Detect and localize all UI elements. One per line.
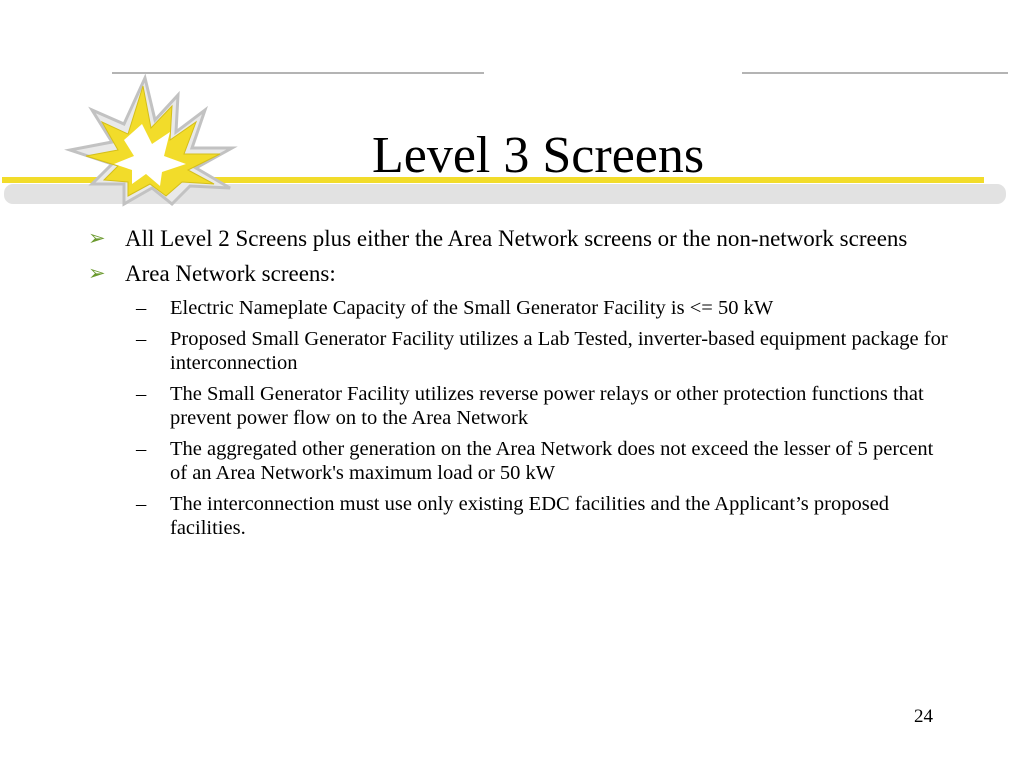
sub-bullet-item	[136, 327, 948, 375]
sub-bullet-text: The interconnection must use only existing EDC facilities and the Applicant’s proposed facilities.	[170, 493, 890, 539]
bullet-text: All Level 2 Screens plus either the Area Network screens or the non-network screens	[125, 226, 908, 251]
page-number: 24	[914, 706, 933, 727]
sub-bullet-text: Electric Nameplate Capacity of the Small Generator Facility is <= 50 kW	[170, 297, 774, 319]
bullet-item	[88, 261, 948, 286]
arrowhead-bullet-icon: ➢	[88, 261, 106, 285]
top-rule-right	[742, 72, 1008, 74]
sub-bullet-item	[136, 437, 948, 485]
sub-bullet-text: Proposed Small Generator Facility utilizes a Lab Tested, inverter-based equipment package for interconnection	[170, 328, 948, 374]
arrowhead-bullet-icon: ➢	[88, 226, 106, 250]
sub-bullet-list	[136, 296, 948, 540]
sub-bullet-text: The Small Generator Facility utilizes reverse power relays or other protection functions that prevent power flow on to the Area Network	[170, 383, 924, 429]
dash-bullet-icon: –	[136, 383, 147, 405]
dash-bullet-icon: –	[136, 493, 147, 515]
bullet-item	[88, 226, 948, 251]
bullet-list	[88, 226, 948, 547]
sub-bullet-item	[136, 382, 948, 430]
sub-bullet-item	[136, 492, 948, 540]
sub-bullet-item	[136, 296, 948, 320]
bullet-text: Area Network screens:	[125, 261, 336, 286]
dash-bullet-icon: –	[136, 328, 147, 350]
dash-bullet-icon: –	[136, 438, 147, 460]
slide-title: Level 3 Screens	[372, 127, 705, 184]
dash-bullet-icon: –	[136, 297, 147, 319]
sub-bullet-text: The aggregated other generation on the Area Network does not exceed the lesser of 5 percent of an Area Network's maximum load or 50 kW	[170, 438, 934, 484]
starburst-icon	[70, 78, 232, 204]
top-rule-left	[112, 72, 484, 74]
